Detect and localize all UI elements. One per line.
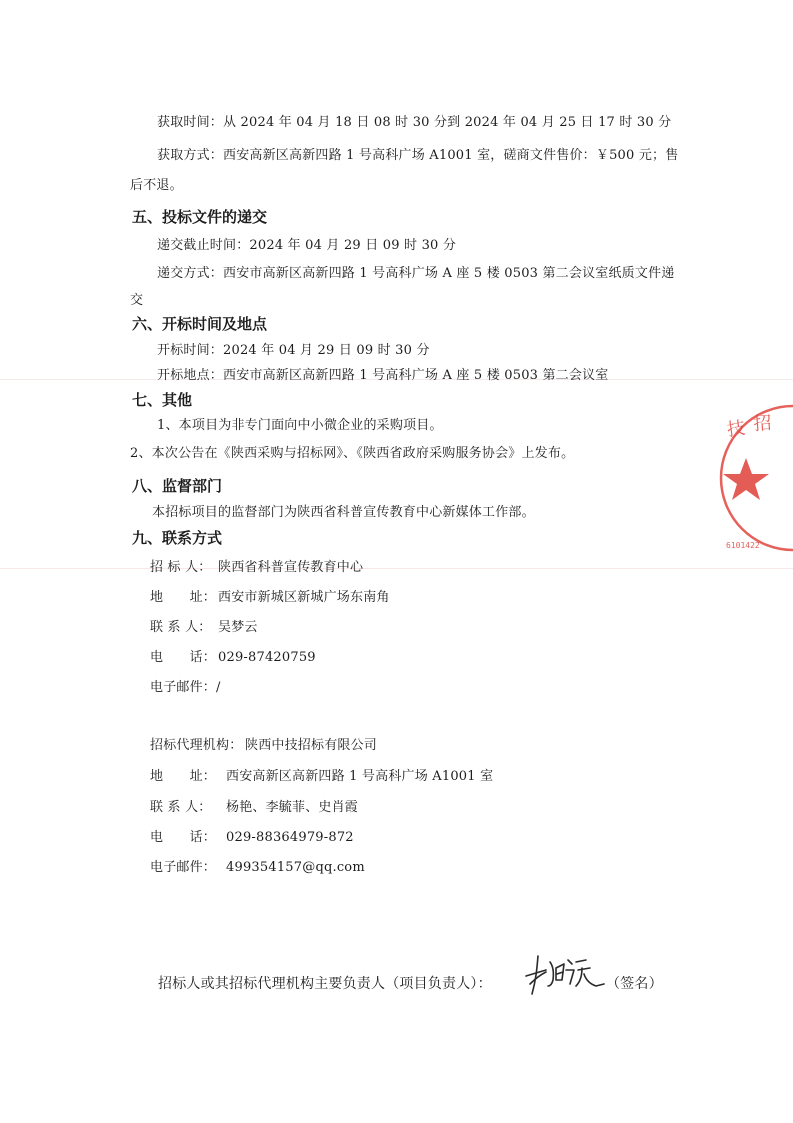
obtain-method-line1: 获取方式：西安高新区高新四路 1 号高科广场 A1001 室，磋商文件售价：￥500 元；售 [157, 148, 679, 163]
opening-place: 开标地点：西安市高新区高新四路 1 号高科广场 A 座 5 楼 0503 第二会议室 [157, 368, 609, 383]
section9-heading: 九、联系方式 [132, 529, 223, 547]
submission-deadline: 递交截止时间：2024 年 04 月 29 日 09 时 30 分 [157, 238, 457, 253]
buyer-name-label: 招 标 人： [150, 560, 212, 575]
agency-phone-label: 电 话： [150, 830, 217, 845]
handwritten-signature [520, 950, 608, 998]
buyer-address-label: 地 址： [150, 590, 217, 605]
agency-address-label: 地 址： [150, 769, 217, 784]
section8-heading: 八、监督部门 [132, 477, 223, 495]
submission-method-line1: 递交方式：西安市高新区高新四路 1 号高科广场 A 座 5 楼 0503 第二会议室纸质文件递 [157, 266, 675, 281]
svg-text:技: 技 [725, 417, 747, 441]
agency-phone: 029-88364979-872 [226, 830, 354, 845]
section6-heading: 六、开标时间及地点 [132, 315, 268, 333]
section7-heading: 七、其他 [132, 391, 193, 409]
section5-heading: 五、投标文件的递交 [132, 208, 268, 226]
buyer-name: 陕西省科普宣传教育中心 [218, 560, 364, 575]
obtain-time: 获取时间：从 2024 年 04 月 18 日 08 时 30 分到 2024 年 04 月 25 日 17 时 30 分 [157, 115, 672, 130]
agency-address: 西安高新区高新四路 1 号高科广场 A1001 室 [226, 769, 494, 784]
buyer-contact-label: 联 系 人： [150, 620, 212, 635]
buyer-email: / [216, 680, 221, 695]
agency-contact: 杨艳、李毓菲、史肖霞 [226, 800, 359, 815]
buyer-phone-label: 电 话： [150, 650, 217, 665]
supervision-text: 本招标项目的监督部门为陕西省科普宣传教育中心新媒体工作部。 [152, 505, 535, 520]
buyer-phone: 029-87420759 [218, 650, 316, 665]
agency-name-label: 招标代理机构： [150, 738, 243, 753]
other-item2: 2、本次公告在《陕西采购与招标网》、《陕西省政府采购服务协会》上发布。 [130, 446, 575, 461]
agency-email-label: 电子邮件： [150, 860, 217, 875]
opening-time: 开标时间：2024 年 04 月 29 日 09 时 30 分 [157, 343, 430, 358]
scan-artifact-line [0, 568, 793, 569]
signature-suffix: （签名） [606, 976, 663, 992]
submission-method-line2: 交 [130, 293, 144, 308]
svg-text:6101422: 6101422 [726, 541, 760, 550]
other-item1: 1、本项目为非专门面向中小微企业的采购项目。 [157, 418, 443, 433]
agency-contact-label: 联 系 人： [150, 800, 212, 815]
svg-text:招: 招 [752, 412, 773, 435]
agency-name: 陕西中技招标有限公司 [245, 738, 378, 753]
buyer-email-label: 电子邮件： [150, 680, 217, 695]
buyer-address: 西安市新城区新城广场东南角 [218, 590, 390, 605]
signature-label: 招标人或其招标代理机构主要负责人（项目负责人）： [158, 976, 492, 992]
official-seal [718, 398, 793, 568]
obtain-method-line2: 后不退。 [130, 178, 183, 193]
agency-email: 499354157@qq.com [226, 860, 365, 875]
buyer-contact: 吴梦云 [218, 620, 258, 635]
